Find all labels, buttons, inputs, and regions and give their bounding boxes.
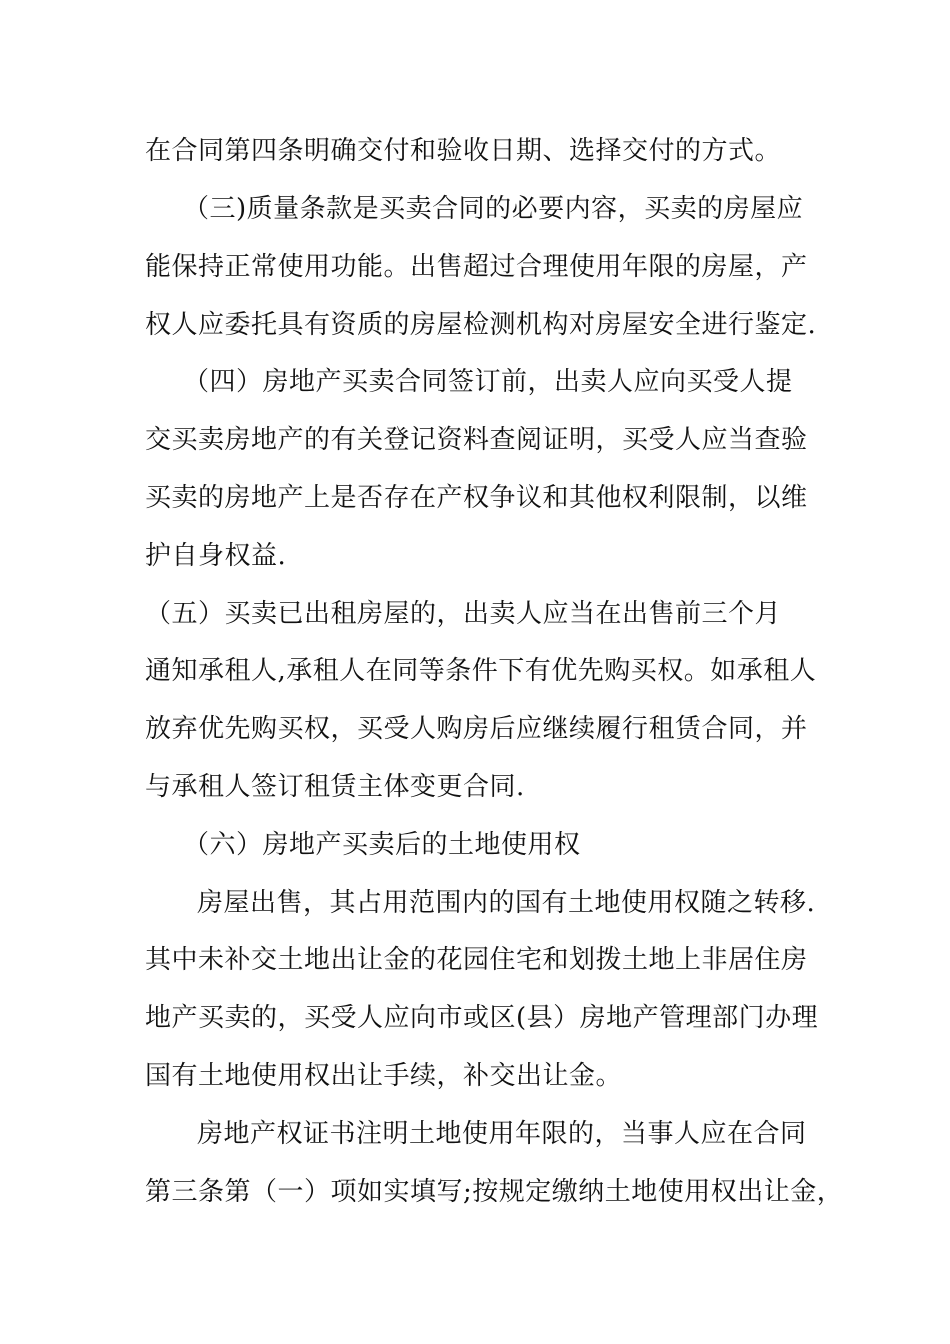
text-line: 在合同第四条明确交付和验收日期、选择交付的方式。 — [145, 136, 782, 166]
text-line: 权人应委托具有资质的房屋检测机构对房屋安全进行鉴定. — [145, 310, 817, 340]
text-line: 房地产权证书注明土地使用年限的，当事人应在合同 — [197, 1119, 807, 1149]
text-line: （三)质量条款是买卖合同的必要内容，买卖的房屋应 — [183, 194, 804, 224]
text-line: 放弃优先购买权，买受人购房后应继续履行租赁合同，并 — [145, 714, 808, 744]
text-line: （六）房地产买卖后的土地使用权 — [183, 830, 581, 860]
text-line: 交买卖房地产的有关登记资料查阅证明，买受人应当查验 — [145, 425, 808, 455]
text-line: 护自身权益. — [145, 541, 287, 571]
text-line: 地产买卖的，买受人应向市或区(县）房地产管理部门办理 — [145, 1003, 819, 1033]
text-line: 第三条第（一）项如实填写;按规定缴纳土地使用权出让金， — [145, 1177, 844, 1207]
text-line: 房屋出售，其占用范围内的国有土地使用权随之转移. — [197, 888, 816, 918]
text-line: （五）买卖已出租房屋的，出卖人应当在出售前三个月 — [145, 599, 782, 629]
text-line: 国有土地使用权出让手续，补交出让金。 — [145, 1061, 623, 1091]
text-line: （四）房地产买卖合同签订前，出卖人应向买受人提 — [183, 367, 793, 397]
text-line: 能保持正常使用功能。出售超过合理使用年限的房屋，产 — [145, 252, 808, 282]
text-line: 买卖的房地产上是否存在产权争议和其他权利限制，以维 — [145, 483, 808, 513]
text-line: 其中未补交土地出让金的花园住宅和划拨土地上非居住房 — [145, 945, 808, 975]
text-line: 与承租人签订租赁主体变更合同. — [145, 772, 525, 802]
text-line: 通知承租人,承租人在同等条件下有优先购买权。如承租人 — [145, 656, 817, 686]
